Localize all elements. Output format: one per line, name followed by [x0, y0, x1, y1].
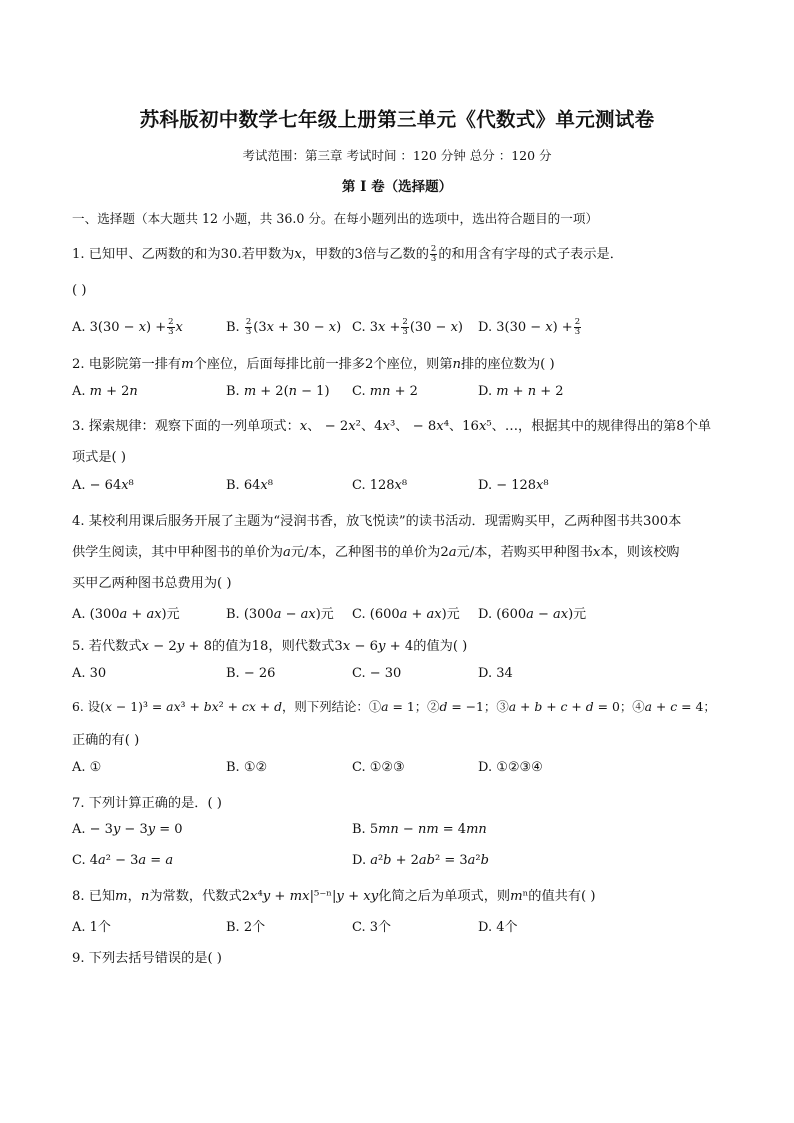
question-1-option-c: C. 3𝑥 + $\frac{2}{3}$ (30 − 𝑥) [352, 317, 463, 337]
question-1-option-d: D. 3(30 − 𝑥) + $\frac{2}{3}$ [478, 317, 581, 337]
question-4-option-a: A. (300𝑎 + 𝑎𝑥)元 [72, 607, 180, 622]
question-8-option-a: A. 1个 [72, 920, 111, 935]
question-1-stem-a: 1. 已知甲、乙两数的和为30.若甲数为𝑥，甲数的3倍与乙数的 [72, 247, 429, 262]
question-7-option-b: B. 5𝑚𝑛 − 𝑛𝑚 = 4𝑚𝑛 [352, 822, 487, 837]
question-6-option-b: B. ①② [226, 760, 268, 775]
question-2-option-a: A. 𝑚 + 2𝑛 [72, 384, 138, 399]
question-3-stem: 3. 探索规律：观察下面的一列单项式：𝑥、 − 2𝑥²、4𝑥³、 − 8𝑥⁴、16𝑥⁵、…，根据其中的规律得出的第8个单 [72, 419, 712, 434]
question-5-option-b: B. − 26 [226, 666, 276, 681]
fraction: $\frac{2}{3}$ [245, 317, 252, 337]
question-6-stem: 6. 设(𝑥 − 1)³ = 𝑎𝑥³ + 𝑏𝑥² + 𝑐𝑥 + 𝑑，则下列结论：①𝑎 = 1；②𝑑 = −1；③𝑎 + 𝑏 + 𝑐 + 𝑑 = 0；④𝑎 + 𝑐 = 4； [72, 699, 716, 714]
question-8-option-d: D. 4个 [478, 920, 518, 935]
fraction: $\frac{2}{3}$ [402, 317, 408, 337]
question-7-option-c: C. 4𝑎² − 3𝑎 = 𝑎 [72, 853, 174, 868]
question-1-option-b: B. $\frac{2}{3}$ (3𝑥 + 30 − 𝑥) [226, 317, 342, 337]
question-2-option-b: B. 𝑚 + 2(𝑛 − 1) [226, 384, 330, 399]
question-3-option-a: A. − 64𝑥⁸ [72, 478, 134, 493]
question-4-option-b: B. (300𝑎 − 𝑎𝑥)元 [226, 607, 334, 622]
question-7-option-d: D. 𝑎²𝑏 + 2𝑎𝑏² = 3𝑎²𝑏 [352, 853, 489, 868]
exam-title: 苏科版初中数学七年级上册第三单元《代数式》单元测试卷 [139, 108, 655, 131]
question-3-option-d: D. − 128𝑥⁸ [478, 478, 549, 493]
question-5-option-a: A. 30 [72, 666, 107, 681]
question-7-stem: 7. 下列计算正确的是．( ) [72, 796, 222, 811]
question-3-stem-cont: 项式是( ) [72, 450, 127, 465]
question-8-stem: 8. 已知𝑚，𝑛为常数，代数式2𝑥⁴𝑦 + 𝑚𝑥|⁵⁻ⁿ|𝑦 + 𝑥𝑦化简之后为单项式，则𝑚ⁿ的值共有( ) [72, 889, 596, 904]
question-1-option-a: A. 3(30 − 𝑥) + $\frac{2}{3}$ 𝑥 [72, 317, 183, 337]
question-3-option-c: C. 128𝑥⁸ [352, 478, 408, 493]
fraction: $\frac{2}{3}$ [168, 317, 174, 337]
question-4-option-d: D. (600𝑎 − 𝑎𝑥)元 [478, 607, 587, 622]
question-8-option-b: B. 2个 [226, 920, 266, 935]
fraction: $\frac{2}{3}$ [430, 244, 437, 264]
section-heading: 一、选择题（本大题共 12 小题，共 36.0 分。在每小题列出的选项中，选出符合题目的一项） [72, 211, 599, 226]
question-3-option-b: B. 64𝑥⁸ [226, 478, 273, 493]
question-1-paren: ( ) [72, 283, 87, 298]
question-6-option-c: C. ①②③ [352, 760, 405, 775]
question-2-option-d: D. 𝑚 + 𝑛 + 2 [478, 384, 564, 399]
question-5-option-d: D. 34 [478, 666, 513, 681]
part-heading: 第 I 卷（选择题） [341, 179, 453, 195]
question-2-option-c: C. 𝑚𝑛 + 2 [352, 384, 418, 399]
exam-subtitle: 考试范围：第三章 考试时间 ：120 分钟 总分 ：120 分 [242, 148, 552, 163]
question-4-stem: 4. 某校利用课后服务开展了主题为“浸润书香，放飞悦读”的读书活动．现需购买甲，乙两种图书共300本 [72, 514, 682, 529]
question-2-stem: 2. 电影院第一排有𝑚个座位，后面每排比前一排多2个座位，则第𝑛排的座位数为( ) [72, 357, 555, 372]
question-8-option-c: C. 3个 [352, 920, 392, 935]
question-7-option-a: A. − 3𝑦 − 3𝑦 = 0 [72, 822, 183, 837]
fraction: $\frac{2}{3}$ [574, 317, 581, 337]
question-4-option-c: C. (600𝑎 + 𝑎𝑥)元 [352, 607, 460, 622]
question-5-option-c: C. − 30 [352, 666, 402, 681]
question-4-stem-cont-2: 买甲乙两种图书总费用为( ) [72, 576, 232, 591]
question-9-stem: 9. 下列去括号错误的是( ) [72, 951, 222, 966]
question-6-stem-cont: 正确的有( ) [72, 733, 140, 748]
question-5-stem: 5. 若代数式𝑥 − 2𝑦 + 8的值为18，则代数式3𝑥 − 6𝑦 + 4的值为( ) [72, 639, 468, 654]
question-4-stem-cont: 供学生阅读，其中甲种图书的单价为𝑎元/本，乙种图书的单价为2𝑎元/本，若购买甲种图书𝑥本，则该校购 [72, 545, 680, 560]
question-6-option-a: A. ① [72, 760, 102, 775]
question-1-stem-b: 的和用含有字母的式子表示是． [438, 247, 623, 262]
question-1-stem [72, 243, 623, 264]
question-6-option-d: D. ①②③④ [478, 760, 543, 775]
